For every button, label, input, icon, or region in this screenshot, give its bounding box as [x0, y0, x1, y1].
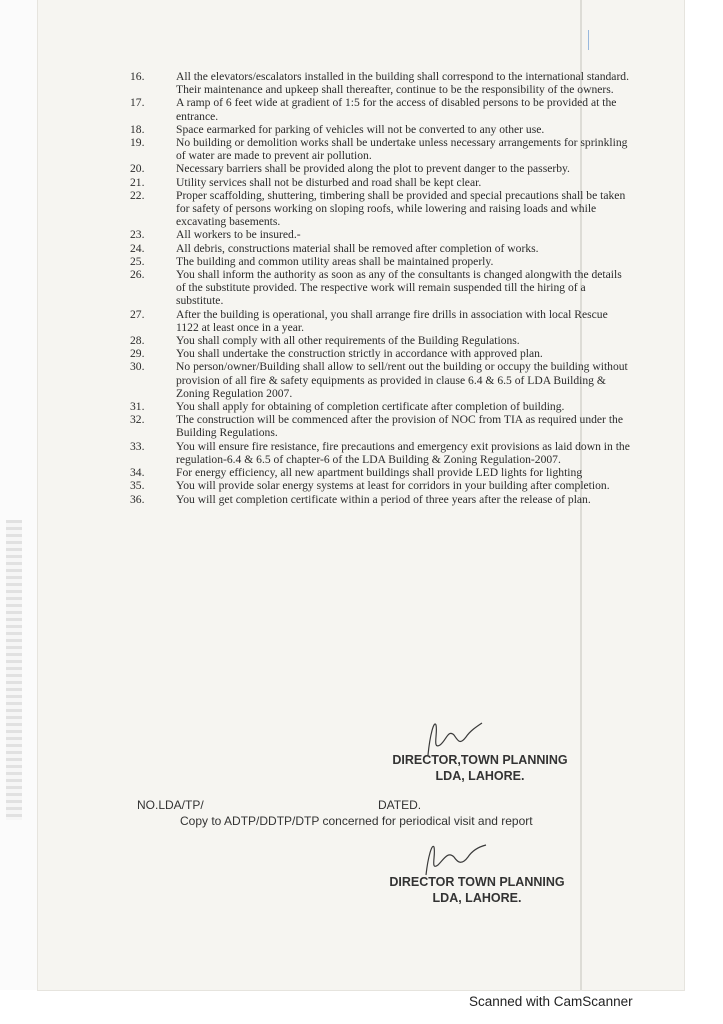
list-item: [130, 308, 630, 334]
item-number: 18.: [130, 122, 145, 136]
item-number: 35.: [130, 479, 145, 493]
list-item: [130, 242, 630, 255]
list-item: [130, 70, 630, 96]
item-text: A ramp of 6 feet wide at gradient of 1:5 for the access of disabled persons to be provided at the entrance.: [176, 96, 617, 123]
item-number: 25.: [130, 254, 145, 268]
list-item: [130, 176, 630, 189]
list-item: [130, 466, 630, 479]
item-text: All workers to be insured.-: [176, 228, 301, 242]
item-number: 24.: [130, 241, 145, 255]
scanner-watermark: Scanned with CamScanner: [469, 994, 633, 1009]
item-number: 28.: [130, 334, 145, 348]
item-number: 31.: [130, 400, 145, 414]
item-text: Necessary barriers shall be provided along the plot to prevent danger to the passerby.: [176, 162, 570, 176]
item-number: 26.: [130, 268, 145, 282]
item-number: 32.: [130, 413, 145, 427]
item-number: 36.: [130, 492, 145, 506]
item-text: You shall inform the authority as soon as any of the consultants is changed alongwith the details of the substitute provided. The respective work will remain suspended till the hiring of a substitute.: [176, 268, 622, 308]
item-text: You shall undertake the construction strictly in accordance with approved plan.: [176, 347, 543, 361]
item-text: You shall apply for obtaining of completion certificate after completion of building.: [176, 400, 565, 414]
list-item: [130, 479, 630, 492]
list-item: [130, 96, 630, 122]
item-number: 21.: [130, 175, 145, 189]
list-item: [130, 162, 630, 175]
item-text: You will ensure fire resistance, fire precautions and emergency exit provisions as laid down in the regulation-6.4 & 6.5 of chapter-6 of the LDA Building & Zoning Regulation-2007.: [176, 439, 630, 466]
item-number: 19.: [130, 136, 145, 150]
signatory-title: DIRECTOR,TOWN PLANNING: [392, 753, 568, 767]
list-item: [130, 268, 630, 308]
list-item: [130, 255, 630, 268]
signature-block-2: [382, 874, 572, 906]
pen-mark: [588, 30, 589, 50]
list-item: [130, 493, 630, 506]
signature-block-1: [385, 752, 575, 784]
reference-number: NO.LDA/TP/: [137, 798, 204, 812]
dated-label: DATED.: [378, 798, 422, 812]
item-number: 23.: [130, 228, 145, 242]
list-item: [130, 400, 630, 413]
item-text: After the building is operational, you shall arrange fire drills in association with local Rescue 1122 at least once in a year.: [176, 307, 608, 334]
item-text: Space earmarked for parking of vehicles will not be converted to any other use.: [176, 122, 545, 136]
item-number: 22.: [130, 188, 145, 202]
item-text: No person/owner/Building shall allow to sell/rent out the building or occupy the building without provision of all fire & safety equipments as provided in clause 6.4 & 6.5 of LDA Building & Zoning Regulation 2007.: [176, 360, 628, 400]
signatory-office: LDA, LAHORE.: [435, 769, 525, 783]
item-number: 30.: [130, 360, 145, 374]
item-number: 33.: [130, 439, 145, 453]
list-item: [130, 334, 630, 347]
list-item: [130, 189, 630, 229]
item-text: For energy efficiency, all new apartment buildings shall provide LED lights for lighting: [176, 466, 583, 480]
list-item: [130, 136, 630, 162]
item-number: 17.: [130, 96, 145, 110]
item-text: All the elevators/escalators installed in the building shall correspond to the international standard. Their maintenance and upkeep shall thereafter, continue to be the responsibility of the owners.: [176, 70, 629, 97]
item-number: 20.: [130, 162, 145, 176]
page-edge: [0, 0, 38, 990]
list-item: [130, 347, 630, 360]
item-text: You will get completion certificate within a period of three years after the release of plan.: [176, 492, 591, 506]
item-number: 34.: [130, 466, 145, 480]
item-text: All debris, constructions material shall be removed after completion of works.: [176, 241, 539, 255]
signatory-office: LDA, LAHORE.: [432, 891, 522, 905]
conditions-list: [130, 70, 630, 506]
item-text: The building and common utility areas shall be maintained properly.: [176, 254, 494, 268]
list-item: [130, 123, 630, 136]
item-text: No building or demolition works shall be undertake unless necessary arrangements for sprinkling of water are made to prevent air pollution.: [176, 136, 628, 163]
item-number: 16.: [130, 70, 145, 83]
item-text: You will provide solar energy systems at least for corridors in your building after completion.: [176, 479, 610, 493]
item-number: 27.: [130, 307, 145, 321]
item-number: 29.: [130, 347, 145, 361]
signatory-title: DIRECTOR TOWN PLANNING: [389, 875, 565, 889]
binding-edge: [6, 520, 22, 820]
item-text: The construction will be commenced after the provision of NOC from TIA as required under the Building Regulations.: [176, 413, 623, 440]
item-text: Proper scaffolding, shuttering, timbering shall be provided and special precautions shall be taken for safety of persons working on sloping roofs, while lowering and raising loads and while excavating basements.: [176, 188, 626, 229]
item-text: You shall comply with all other requirements of the Building Regulations.: [176, 334, 520, 348]
list-item: [130, 413, 630, 439]
item-text: Utility services shall not be disturbed and road shall be kept clear.: [176, 175, 482, 189]
list-item: [130, 360, 630, 400]
list-item: [130, 228, 630, 241]
list-item: [130, 440, 630, 466]
copy-to-line: Copy to ADTP/DDTP/DTP concerned for periodical visit and report: [180, 814, 533, 828]
